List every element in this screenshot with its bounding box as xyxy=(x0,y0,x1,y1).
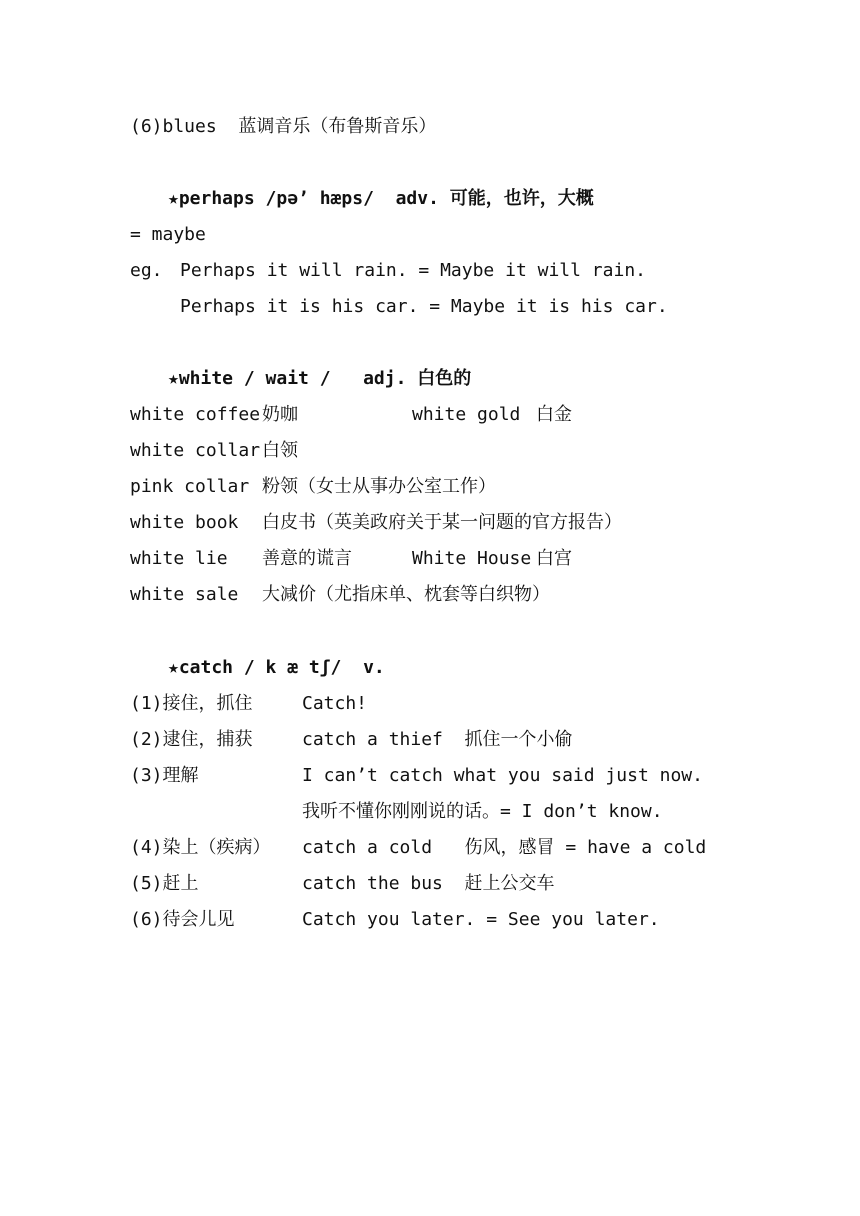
white-term: white coffee xyxy=(130,404,261,425)
white-term: white book xyxy=(130,512,239,533)
eg-label: eg. xyxy=(130,260,163,281)
white-term-2: White House xyxy=(412,548,532,569)
white-meaning: 善意的谎言 xyxy=(262,548,352,569)
catch-sense-example: catch a thief 抓住一个小偷 xyxy=(302,729,573,750)
perhaps-example-1: Perhaps it will rain. = Maybe it will rain. xyxy=(180,260,646,281)
catch-sense-label: (4)染上（疾病） xyxy=(130,837,271,858)
white-term: pink collar xyxy=(130,476,250,497)
catch-sense-label: (2)逮住，捕获 xyxy=(130,729,253,750)
catch-sense-label: (1)接住，抓住 xyxy=(130,693,253,714)
perhaps-heading: ★perhaps /pə’ hæps/ adv. 可能，也许，大概 xyxy=(168,188,594,209)
perhaps-example-2: Perhaps it is his car. = Maybe it is his car. xyxy=(180,296,668,317)
white-meaning: 粉领（女士从事办公室工作） xyxy=(262,476,496,497)
white-term-2: white gold xyxy=(412,404,521,425)
white-meaning: 大减价（尤指床单、枕套等白织物） xyxy=(262,584,550,605)
catch-heading: ★catch / k æ tʃ/ v. xyxy=(168,657,385,678)
white-meaning: 白领 xyxy=(262,440,298,461)
perhaps-synonym: = maybe xyxy=(130,224,206,245)
white-heading: ★white / wait / adj. 白色的 xyxy=(168,368,472,389)
white-meaning: 奶咖 xyxy=(262,404,298,425)
catch-sense-label: (3)理解 xyxy=(130,765,199,786)
white-term: white collar xyxy=(130,440,261,461)
white-meaning-2: 白金 xyxy=(536,404,572,425)
blues-line: (6)blues 蓝调音乐（布鲁斯音乐） xyxy=(130,116,437,137)
catch-sense-label: (6)待会儿见 xyxy=(130,909,235,930)
catch-sense-example: 我听不懂你刚刚说的话。= I don’t know. xyxy=(302,801,663,822)
white-meaning: 白皮书（英美政府关于某一问题的官方报告） xyxy=(262,512,622,533)
white-term: white lie xyxy=(130,548,228,569)
catch-sense-example: Catch! xyxy=(302,693,368,714)
catch-sense-label: (5)赶上 xyxy=(130,873,199,894)
white-meaning-2: 白宫 xyxy=(536,548,572,569)
catch-sense-example: catch the bus 赶上公交车 xyxy=(302,873,555,894)
catch-sense-example: I can’t catch what you said just now. xyxy=(302,765,703,786)
white-term: white sale xyxy=(130,584,239,605)
catch-sense-example: catch a cold 伤风，感冒 = have a cold xyxy=(302,837,707,858)
catch-sense-example: Catch you later. = See you later. xyxy=(302,909,660,930)
